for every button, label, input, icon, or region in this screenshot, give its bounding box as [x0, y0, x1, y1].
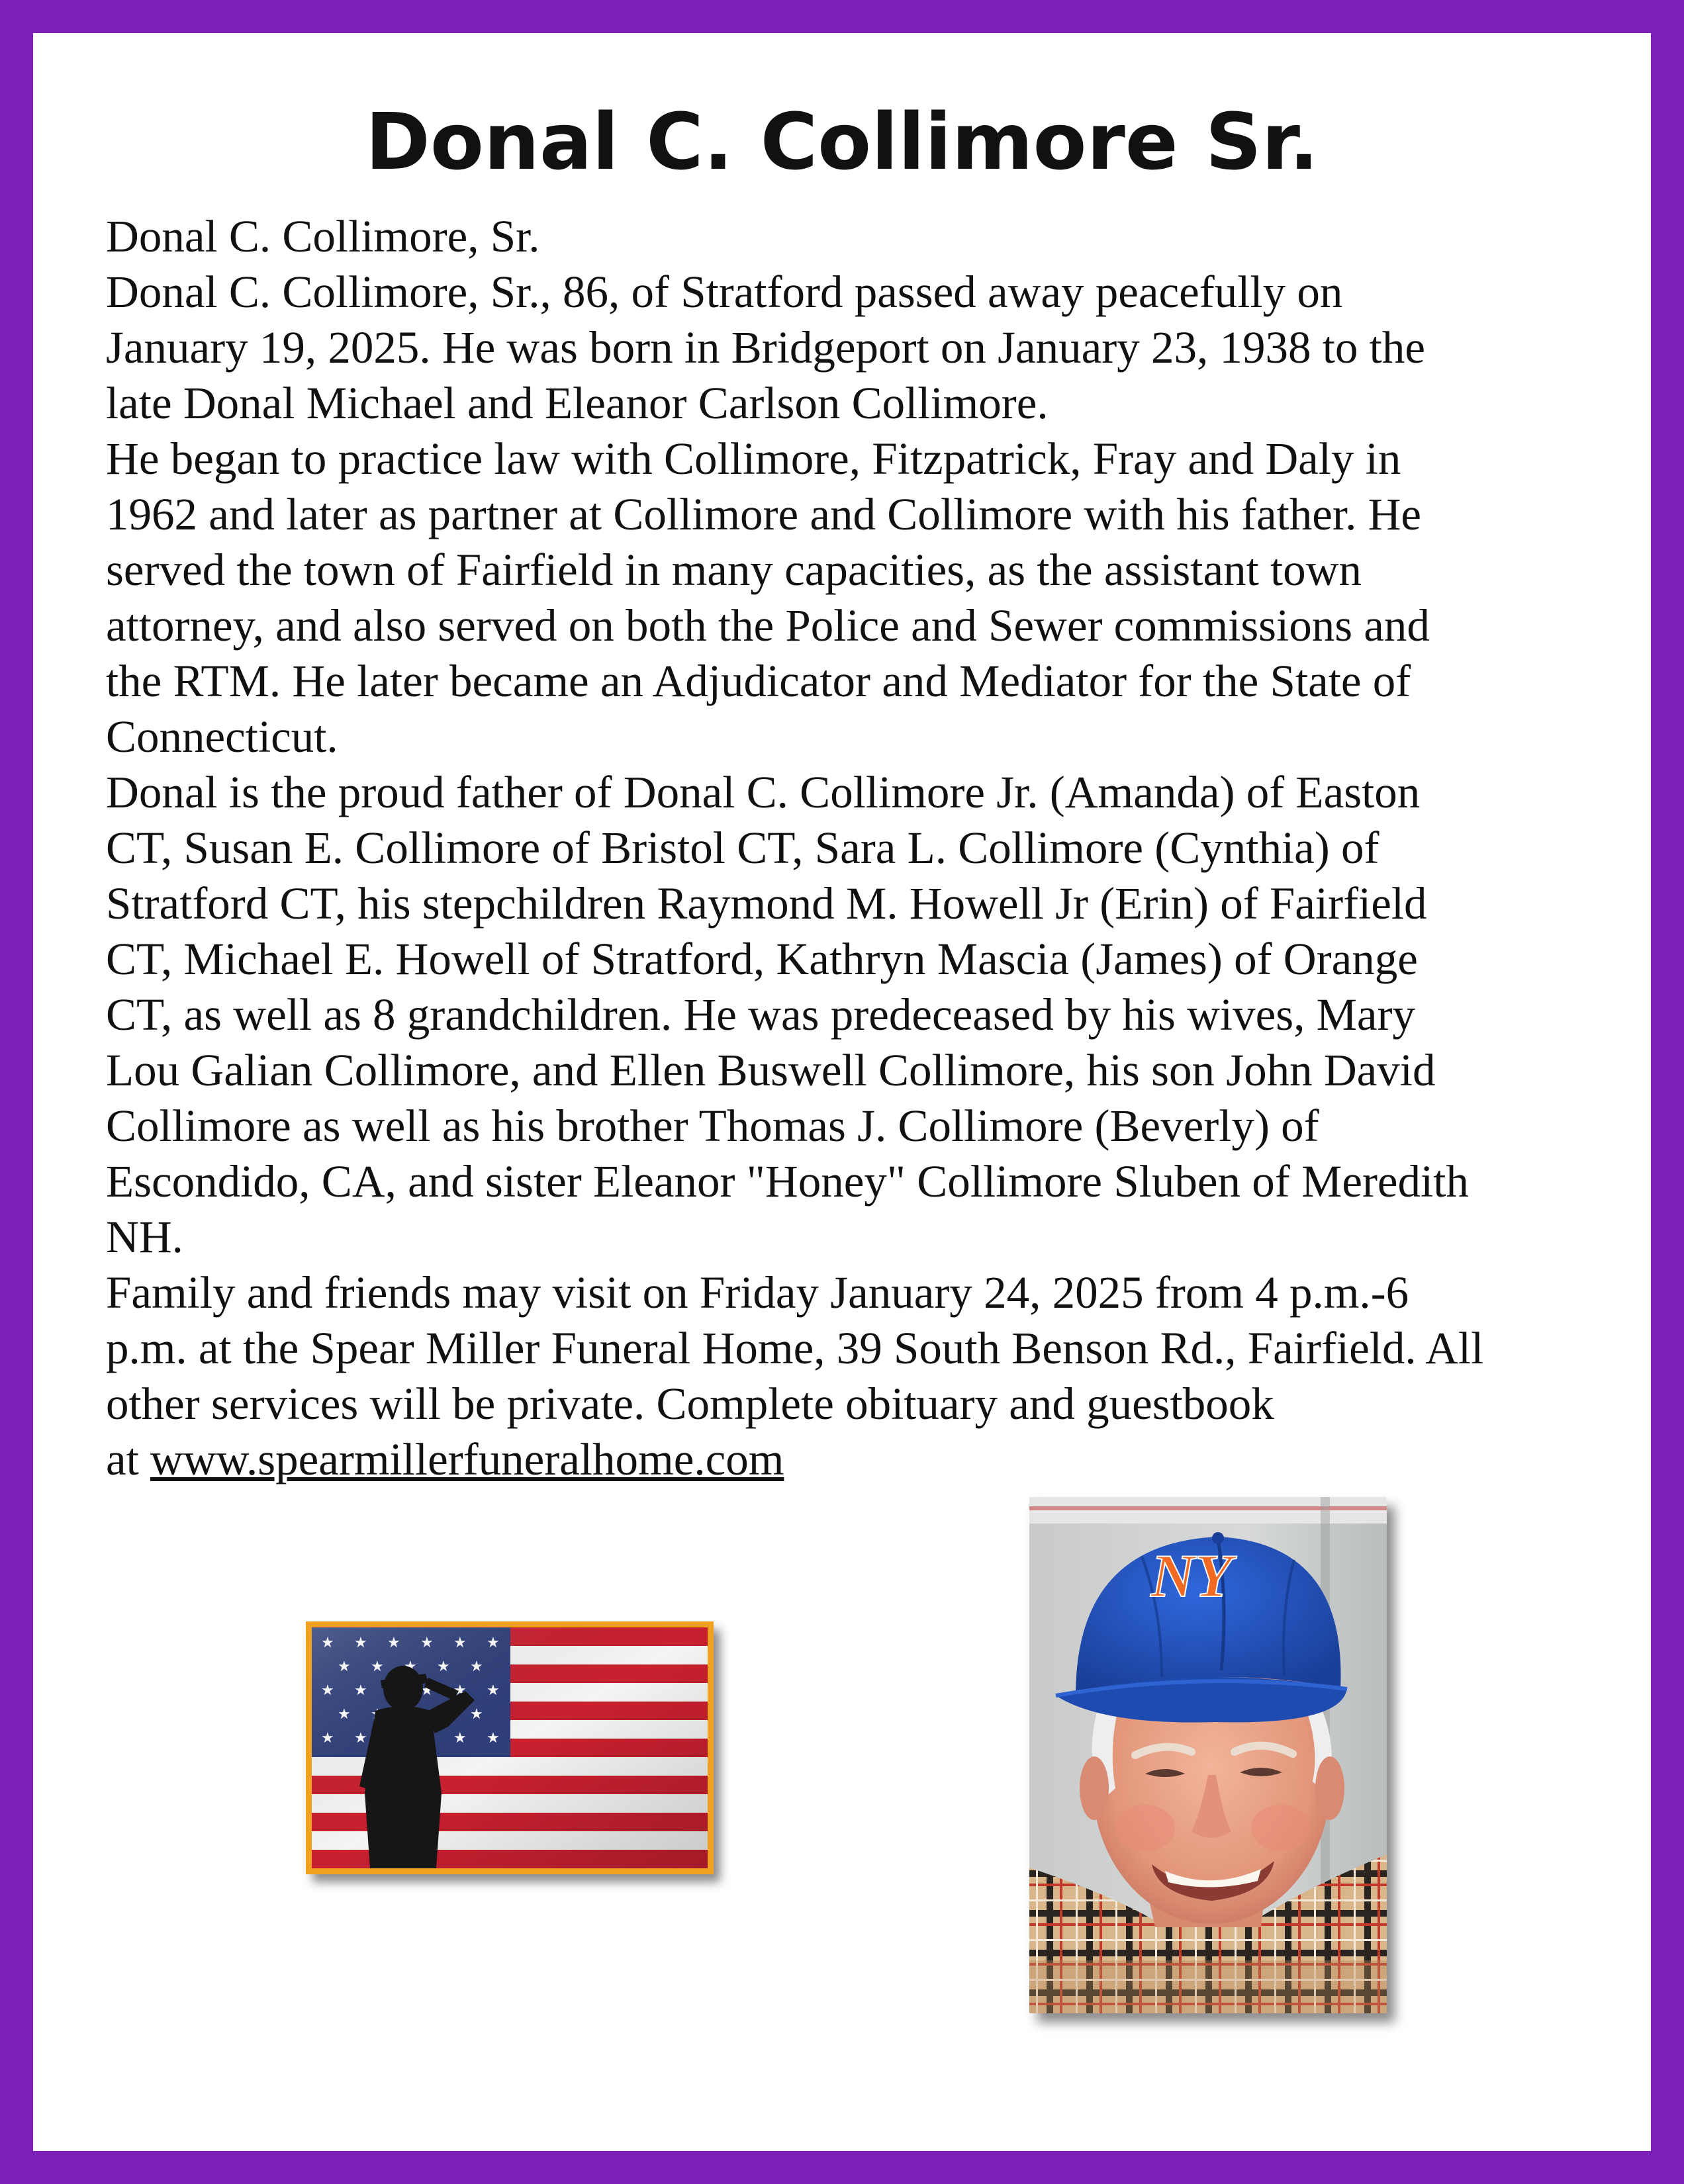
obituary-line: 1962 and later as partner at Collimore and Collimore with his father. He: [106, 489, 1422, 539]
obituary-line: p.m. at the Spear Miller Funeral Home, 39 South Benson Rd., Fairfield. All: [106, 1323, 1484, 1373]
obituary-line: other services will be private. Complete obituary and guestbook: [106, 1379, 1274, 1429]
link-prefix: at: [106, 1434, 151, 1484]
obituary-line: CT, as well as 8 grandchildren. He was predeceased by his wives, Mary: [106, 989, 1416, 1040]
obituary-line: CT, Susan E. Collimore of Bristol CT, Sara L. Collimore (Cynthia) of: [106, 823, 1380, 873]
obituary-line: Donal C. Collimore, Sr., 86, of Stratford passed away peacefully on: [106, 267, 1343, 317]
obituary-line: attorney, and also served on both the Police and Sewer commissions and: [106, 600, 1430, 651]
page-title: Donal C. Collimore Sr.: [365, 96, 1319, 187]
flag-salute-icon: [312, 1627, 708, 1868]
obituary-line: He began to practice law with Collimore, Fitzpatrick, Fray and Daly in: [106, 433, 1401, 484]
obituary-line: the RTM. He later became an Adjudicator and Mediator for the State of: [106, 656, 1411, 706]
obituary-line: Connecticut.: [106, 711, 338, 762]
obituary-line: Collimore as well as his brother Thomas J. Collimore (Beverly) of: [106, 1101, 1319, 1151]
cap-logo-text: NY: [1150, 1542, 1233, 1610]
flag-salute-image: [306, 1621, 714, 1874]
obituary-line: Donal C. Collimore, Sr.: [106, 211, 540, 261]
obituary-line: Family and friends may visit on Friday January 24, 2025 from 4 p.m.-6: [106, 1267, 1409, 1318]
obituary-line: CT, Michael E. Howell of Stratford, Kathryn Mascia (James) of Orange: [106, 934, 1418, 984]
obituary-page: [33, 33, 1651, 2151]
obituary-line: Stratford CT, his stepchildren Raymond M. Howell Jr (Erin) of Fairfield: [106, 878, 1427, 929]
obituary-line: Escondido, CA, and sister Eleanor "Honey" Collimore Sluben of Meredith: [106, 1156, 1469, 1206]
obituary-line: late Donal Michael and Eleanor Carlson Collimore.: [106, 378, 1049, 428]
obituary-line: Lou Galian Collimore, and Ellen Buswell Collimore, his son John David: [106, 1045, 1436, 1095]
portrait-mets-cap-icon: [1029, 1497, 1387, 2013]
obituary-link-line: [106, 1432, 1661, 1487]
obituary-line: served the town of Fairfield in many capacities, as the assistant town: [106, 545, 1362, 595]
obituary-line: Donal is the proud father of Donal C. Collimore Jr. (Amanda) of Easton: [106, 767, 1421, 817]
obituary-line: January 19, 2025. He was born in Bridgeport on January 23, 1938 to the: [106, 322, 1425, 373]
portrait-photo: [1029, 1497, 1387, 2013]
funeral-home-link[interactable]: www.spearmillerfuneralhome.com: [150, 1434, 784, 1484]
obituary-line: NH.: [106, 1212, 183, 1262]
obituary-text: [106, 208, 1661, 1487]
